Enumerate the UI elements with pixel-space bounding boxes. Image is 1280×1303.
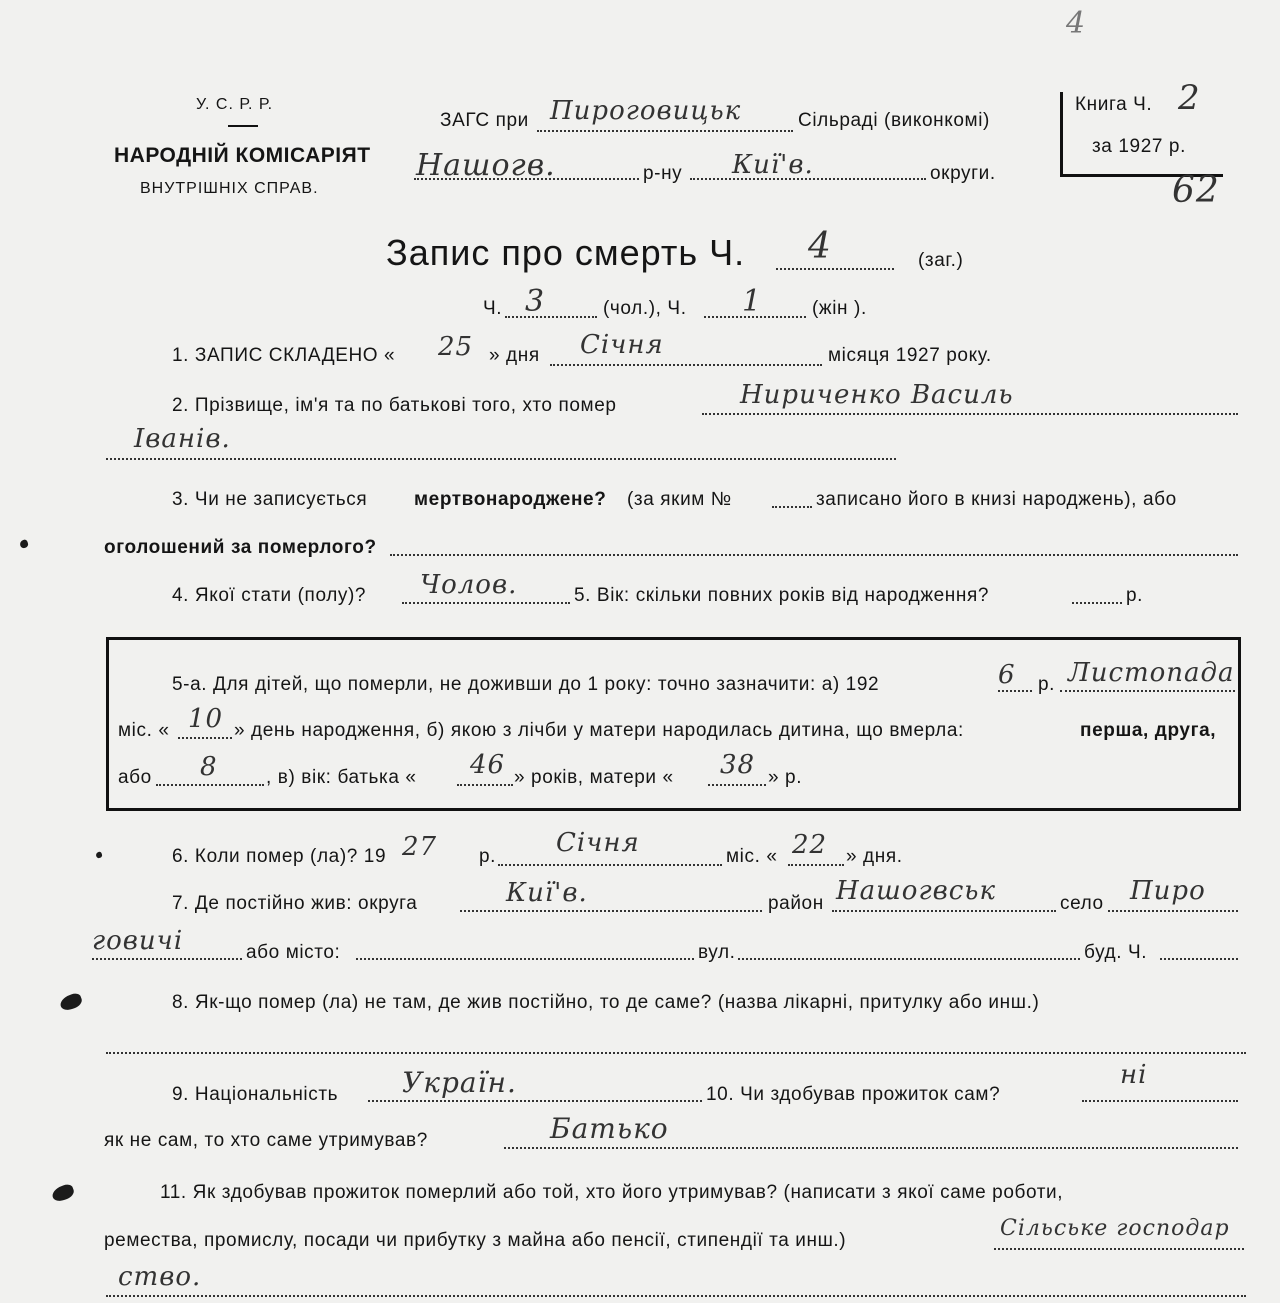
field-10-line-2: як не сам, то хто саме утримував? xyxy=(104,1130,428,1151)
field-7-selo: село xyxy=(1060,893,1104,914)
field-5a-year-underline xyxy=(998,690,1032,692)
field-10-label: 10. Чи здобував прожиток сам? xyxy=(706,1084,1001,1105)
field-1-day: 25 xyxy=(438,332,474,362)
field-5a-father: 46 xyxy=(470,750,506,780)
field-5a-order-underline xyxy=(156,784,264,786)
field-2-label: 2. Прізвище, ім'я та по батькові того, хто помер xyxy=(172,395,617,416)
field-5a-day: 10 xyxy=(188,704,224,734)
male-count-underline xyxy=(505,316,597,318)
field-10-value: ні xyxy=(1120,1060,1148,1090)
field-9-value: Україн. xyxy=(402,1066,517,1099)
field-6-mis: міс. « xyxy=(726,846,778,867)
field-2-underline-2 xyxy=(106,458,896,460)
field-1-mid: » дня xyxy=(489,345,540,366)
field-11-value-2: ство. xyxy=(118,1262,202,1292)
field-3-label-b: мертвонароджене? xyxy=(414,489,607,510)
republic-label: У. С. Р. Р. xyxy=(196,96,274,113)
raion-label: р-ну xyxy=(643,163,683,184)
field-5-end: р. xyxy=(1126,585,1144,606)
commissariat-title: НАРОДНІЙ КОМІСАРІЯТ xyxy=(114,144,371,167)
field-7-bud: буд. Ч. xyxy=(1084,942,1148,963)
field-5a-mother-underline xyxy=(708,784,766,786)
field-3-underline xyxy=(390,554,1238,556)
book-number: 2 xyxy=(1178,78,1201,118)
record-number-underline xyxy=(776,268,894,270)
field-5a-r: р. xyxy=(1038,674,1056,695)
field-4-label: 4. Якої стати (полу)? xyxy=(172,585,367,606)
field-3-label-d: записано його в книзі народжень), або xyxy=(816,489,1177,510)
field-1-month: Січня xyxy=(580,330,664,360)
header-divider xyxy=(228,125,258,127)
record-suffix: (заг.) xyxy=(918,250,964,271)
record-number: 4 xyxy=(808,226,832,267)
field-7-raion-value: Нашогвськ xyxy=(836,876,996,906)
field-10-value-2: Батько xyxy=(550,1112,669,1145)
female-count: 1 xyxy=(742,284,763,319)
field-5a-line-3c: » років, матери « xyxy=(514,767,674,788)
field-2-underline-1 xyxy=(702,413,1238,415)
field-5a-month: Листопада xyxy=(1068,658,1235,688)
field-4-underline xyxy=(402,602,570,604)
field-3-label-c: (за яким № xyxy=(627,489,732,510)
field-6-month-underline xyxy=(498,864,722,866)
field-5a-line-3d: » р. xyxy=(768,767,803,788)
ink-blot xyxy=(50,1183,75,1204)
field-1-label: 1. ЗАПИС СКЛАДЕНО « xyxy=(172,345,396,366)
field-7-vul-underline xyxy=(738,958,1080,960)
field-2-value-2: Іванів. xyxy=(134,424,231,454)
field-5-label: 5. Вік: скільки повних років від народження? xyxy=(574,585,990,606)
field-11-line-1: 11. Як здобував прожиток померлий або той, хто його утримував? (написати з якої саме роботи, xyxy=(160,1182,1064,1203)
field-7-misto: або місто: xyxy=(246,942,341,963)
field-11-underline-1 xyxy=(994,1248,1244,1250)
side-number: 62 xyxy=(1172,170,1220,211)
field-4-value: Чолов. xyxy=(420,570,518,600)
male-count: 3 xyxy=(525,284,546,319)
village-underline xyxy=(537,130,793,132)
field-5-underline xyxy=(1072,602,1122,604)
field-5a-line-2a: міс. « xyxy=(118,720,170,741)
field-7-raion-underline xyxy=(832,910,1056,912)
field-5a-order: 8 xyxy=(200,752,218,782)
book-label: Книга Ч. xyxy=(1075,94,1153,115)
field-6-year: 27 xyxy=(402,832,438,862)
field-11-value-1: Сільське господар xyxy=(1000,1216,1230,1241)
corner-mark: 4 xyxy=(1066,6,1087,41)
field-5a-line-2b: » день народження, б) якою з лічби у матери народилась дитина, що вмерла: xyxy=(234,720,964,741)
raion-name: Нашогв. xyxy=(416,148,556,183)
field-5a-year-digit: 6 xyxy=(998,660,1016,690)
field-3-label-a: 3. Чи не записується xyxy=(172,489,368,510)
field-9-label: 9. Національність xyxy=(172,1084,339,1105)
field-8-underline xyxy=(106,1052,1246,1054)
field-7-selo-underline-2 xyxy=(92,958,242,960)
field-6-end: » дня. xyxy=(846,846,903,867)
count-label: Ч. xyxy=(483,298,503,319)
field-11-line-2: ремества, промислу, посади чи прибутку з майна або пенсії, стипендії та инш.) xyxy=(104,1230,847,1251)
zags-suffix: Сільраді (виконкомі) xyxy=(798,110,990,131)
field-7-okruha-underline xyxy=(460,910,762,912)
field-9-underline xyxy=(368,1100,702,1102)
ink-blot xyxy=(58,992,83,1013)
field-3-number-underline xyxy=(772,506,812,508)
field-7-okruha: Киї'в. xyxy=(506,878,588,908)
village-name: Пироговицьк xyxy=(550,96,742,126)
ink-dot xyxy=(95,851,103,859)
field-3-label-line2: оголошений за померлого? xyxy=(104,537,377,558)
field-7-raion: район xyxy=(768,893,824,914)
field-6-day: 22 xyxy=(792,830,828,860)
field-2-value-1: Нириченко Василь xyxy=(740,380,1014,410)
ink-dot xyxy=(19,539,29,549)
field-7-bud-underline xyxy=(1160,958,1238,960)
field-7-vul: вул. xyxy=(698,942,736,963)
record-title: Запис про смерть Ч. xyxy=(386,232,746,273)
male-label: (чол.), Ч. xyxy=(603,298,687,319)
field-6-r: р. xyxy=(479,846,497,867)
field-7-label: 7. Де постійно жив: округа xyxy=(172,893,418,914)
field-5a-month-underline xyxy=(1060,690,1235,692)
field-6-day-underline xyxy=(788,864,844,866)
okruha-name: Киї'в. xyxy=(732,150,814,180)
book-year: за 1927 р. xyxy=(1092,136,1186,157)
field-5a-day-underline xyxy=(178,737,232,739)
field-10-underline xyxy=(1082,1100,1238,1102)
field-7-selo-underline xyxy=(1108,910,1238,912)
field-6-month: Січня xyxy=(556,828,640,858)
female-label: (жін ). xyxy=(812,298,867,319)
department-label: ВНУТРІШНІХ СПРАВ. xyxy=(140,180,319,197)
field-10-underline-2 xyxy=(504,1147,1238,1149)
field-1-month-underline xyxy=(550,364,822,366)
field-5a-mother: 38 xyxy=(720,750,756,780)
field-7-selo-value-1: Пиро xyxy=(1130,876,1206,906)
field-8-label: 8. Як-що помер (ла) не там, де жив постійно, то де саме? (назва лікарні, притулку або инш.) xyxy=(172,992,1040,1013)
field-5a-line-3b: , в) вік: батька « xyxy=(266,767,417,788)
field-7-selo-value-2: говичі xyxy=(92,926,184,956)
field-11-underline-2 xyxy=(106,1295,1246,1297)
field-6-label: 6. Коли помер (ла)? 19 xyxy=(172,846,387,867)
field-5a-father-underline xyxy=(457,784,513,786)
field-1-end: місяця 1927 року. xyxy=(828,345,992,366)
field-5a-line-1: 5-а. Для дітей, що померли, не доживши до 1 року: точно зазначити: а) 192 xyxy=(172,674,880,695)
field-5a-line-3a: або xyxy=(118,767,152,788)
field-7-misto-underline xyxy=(356,958,694,960)
field-5a-line-2c: перша, друга, xyxy=(1080,720,1217,741)
zags-prefix: ЗАГС при xyxy=(440,110,529,131)
okruha-label: округи. xyxy=(930,163,996,184)
